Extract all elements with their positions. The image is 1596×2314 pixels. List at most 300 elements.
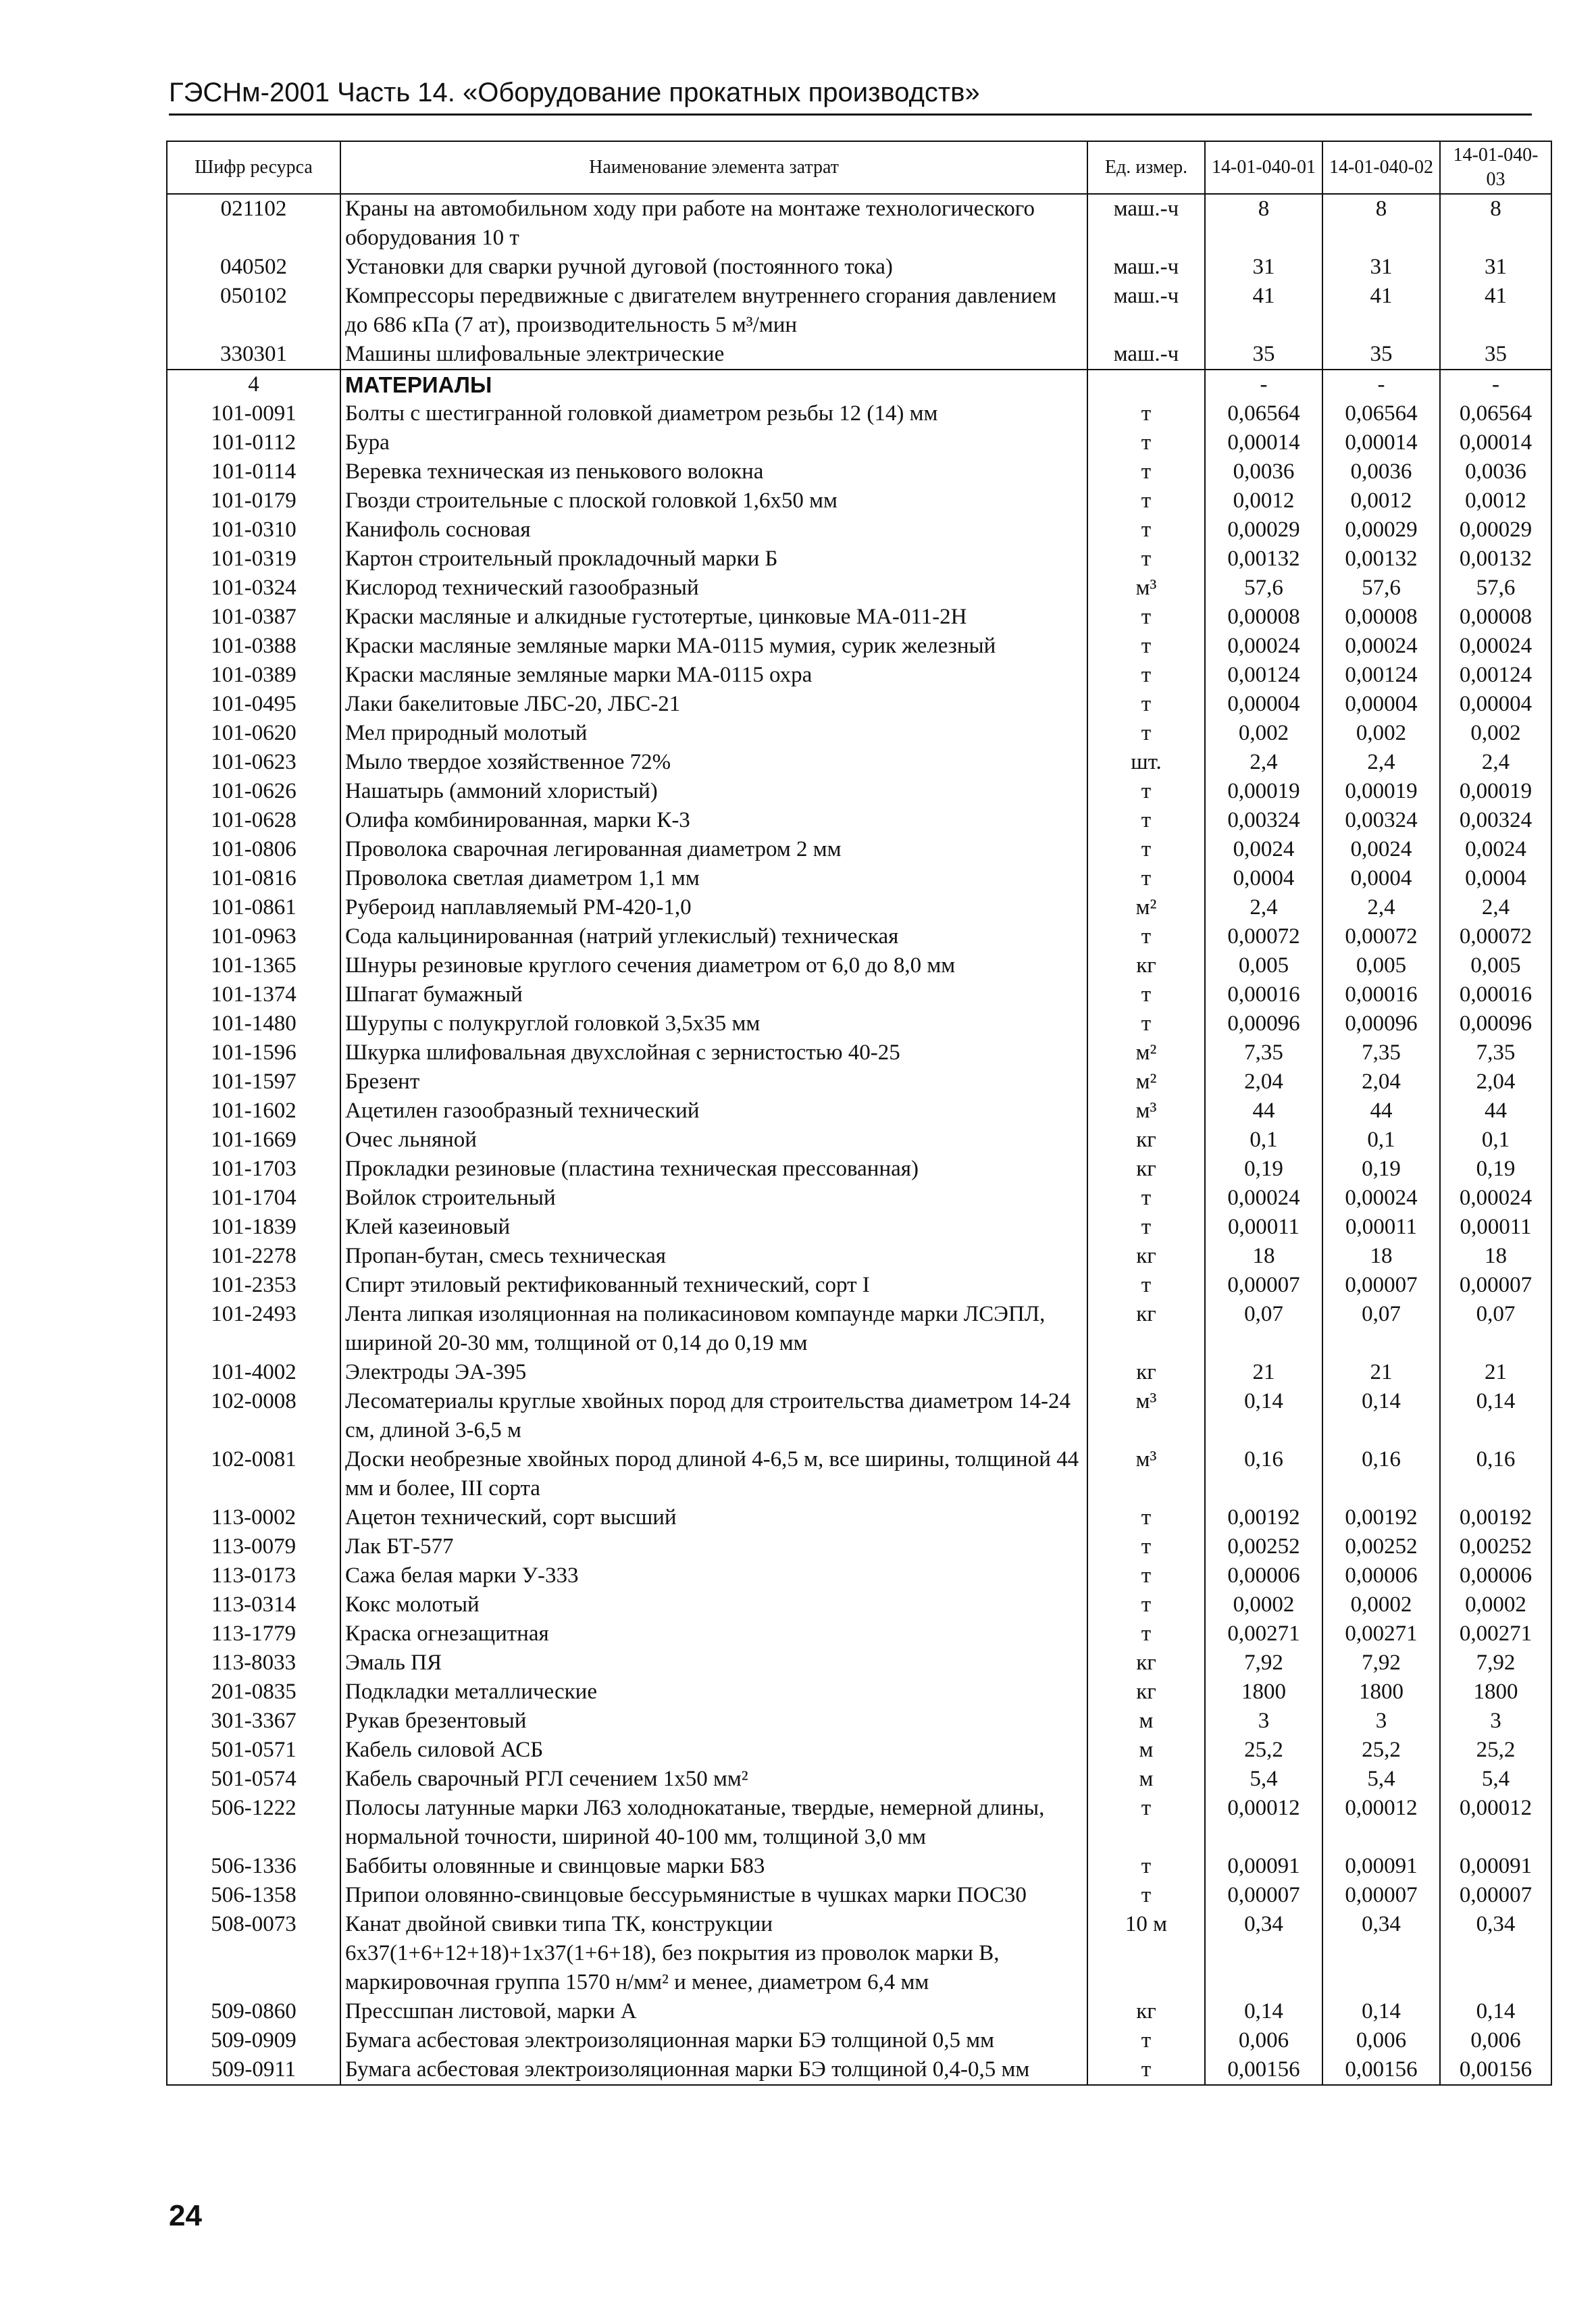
cell-v1: 0,34 [1205,1910,1322,1997]
cell-v2: 0,00091 [1322,1852,1440,1881]
cell-code: 101-1669 [167,1126,340,1155]
col-header-v1: 14-01-040-01 [1205,141,1322,194]
cell-v3: 5,4 [1440,1765,1551,1794]
table-row [167,835,1551,864]
cell-unit: т [1087,1794,1205,1852]
cell-unit: кг [1087,1155,1205,1184]
cell-v1: 2,4 [1205,893,1322,922]
cell-unit: т [1087,1213,1205,1242]
cell-v2: 0,19 [1322,1155,1440,1184]
cell-code: 101-0112 [167,428,340,457]
cell-code: 509-0860 [167,1997,340,2026]
cell-v3: 7,92 [1440,1649,1551,1678]
cell-v3: 1800 [1440,1678,1551,1707]
table-row [167,282,1551,340]
cell-v1: 0,00072 [1205,922,1322,951]
cell-code: 506-1222 [167,1794,340,1852]
cell-v1: 0,002 [1205,719,1322,748]
cell-code: 101-1596 [167,1038,340,1067]
cell-v1: 0,14 [1205,1387,1322,1445]
cell-code: 101-0495 [167,690,340,719]
cell-v3: 0,19 [1440,1155,1551,1184]
header-rule [169,114,1532,116]
cell-unit: т [1087,457,1205,486]
table-row [167,194,1551,253]
table-row [167,1590,1551,1619]
cell-code: 101-0806 [167,835,340,864]
cell-v1: 0,00124 [1205,661,1322,690]
cell-code: 101-1597 [167,1067,340,1097]
cell-v1: 57,6 [1205,574,1322,603]
cell-v3: 35 [1440,340,1551,370]
cell-unit: т [1087,2055,1205,2085]
cell-v3: 0,00252 [1440,1532,1551,1561]
cell-v1: 1800 [1205,1678,1322,1707]
table-row [167,340,1551,370]
cell-v3: 0,06564 [1440,399,1551,428]
cell-v3: 21 [1440,1358,1551,1387]
cell-code: 101-0620 [167,719,340,748]
cell-v2: 57,6 [1322,574,1440,603]
cell-code: 101-0324 [167,574,340,603]
cell-v2: 0,14 [1322,1997,1440,2026]
cell-v1: 0,00271 [1205,1619,1322,1649]
cell-unit: кг [1087,1126,1205,1155]
cell-v3: 0,00091 [1440,1852,1551,1881]
cell-v2: 2,4 [1322,893,1440,922]
cell-name: Сода кальцинированная (натрий углекислый) техническая [340,922,1087,951]
cell-v1: 0,06564 [1205,399,1322,428]
cell-v1: 0,0024 [1205,835,1322,864]
cell-name: Кокс молотый [340,1590,1087,1619]
cell-v1: 0,006 [1205,2026,1322,2055]
cell-code: 101-0387 [167,603,340,632]
cell-v1: 3 [1205,1707,1322,1736]
cell-code: 330301 [167,340,340,370]
cell-v2: 3 [1322,1707,1440,1736]
cell-name: Спирт этиловый ректификованный технический, сорт I [340,1271,1087,1300]
cell-name: Лесоматериалы круглые хвойных пород для строительства диаметром 14-24 см, длиной 3-6,5 м [340,1387,1087,1445]
cell-v2: 0,0024 [1322,835,1440,864]
cell-code: 501-0571 [167,1736,340,1765]
cell-name: Установки для сварки ручной дуговой (постоянного тока) [340,253,1087,282]
cell-unit: т [1087,864,1205,893]
cell-name: Брезент [340,1067,1087,1097]
table-row [167,1300,1551,1358]
cell-v1: 0,00096 [1205,1009,1322,1038]
cell-v3: 0,14 [1440,1997,1551,2026]
table-row [167,893,1551,922]
cell-v3: 2,04 [1440,1067,1551,1097]
cell-code: 113-0173 [167,1561,340,1590]
table-row [167,574,1551,603]
cell-unit: т [1087,806,1205,835]
cell-v3: 0,00132 [1440,545,1551,574]
cell-unit: т [1087,1561,1205,1590]
cell-v1: 21 [1205,1358,1322,1387]
cell-v1: 0,0036 [1205,457,1322,486]
cell-name: Сажа белая марки У-333 [340,1561,1087,1590]
cell-v2: 0,00006 [1322,1561,1440,1590]
cell-code: 509-0911 [167,2055,340,2085]
cell-name: Краски масляные и алкидные густотертые, цинковые МА-011-2Н [340,603,1087,632]
cell-name: Войлок строительный [340,1184,1087,1213]
cell-unit: т [1087,515,1205,545]
cell-v1: 0,00014 [1205,428,1322,457]
cell-v3: 0,005 [1440,951,1551,980]
cell-v1: 0,00024 [1205,632,1322,661]
cell-code: 101-2353 [167,1271,340,1300]
col-header-code: Шифр ресурса [167,141,340,194]
cell-name: Машины шлифовальные электрические [340,340,1087,370]
cell-v3: 0,00096 [1440,1009,1551,1038]
cell-name: Лаки бакелитовые ЛБС-20, ЛБС-21 [340,690,1087,719]
cell-unit: т [1087,922,1205,951]
cell-v2: 0,006 [1322,2026,1440,2055]
cell-v2: 5,4 [1322,1765,1440,1794]
table-row [167,253,1551,282]
cell-unit: маш.-ч [1087,253,1205,282]
cell-v1: 35 [1205,340,1322,370]
cell-v2: 0,00252 [1322,1532,1440,1561]
table-row [167,1561,1551,1590]
table-row [167,1242,1551,1271]
cell-v3: 0,0004 [1440,864,1551,893]
cell-name: Шнуры резиновые круглого сечения диаметром от 6,0 до 8,0 мм [340,951,1087,980]
cell-unit: т [1087,1532,1205,1561]
cell-code: 501-0574 [167,1765,340,1794]
cell-name: Подкладки металлические [340,1678,1087,1707]
table-body [167,194,1551,2085]
cell-unit: т [1087,980,1205,1009]
cell-unit: кг [1087,1242,1205,1271]
cell-code: 040502 [167,253,340,282]
cell-v2: 0,00024 [1322,632,1440,661]
cell-name: Бура [340,428,1087,457]
cell-name: Шкурка шлифовальная двухслойная с зернистостью 40-25 [340,1038,1087,1067]
cell-v3: 0,07 [1440,1300,1551,1358]
cell-v1: 31 [1205,253,1322,282]
cell-v3: 0,00156 [1440,2055,1551,2085]
cell-v3: 57,6 [1440,574,1551,603]
cell-unit: т [1087,2026,1205,2055]
cell-unit: кг [1087,1358,1205,1387]
cell-v1: 2,4 [1205,748,1322,777]
cell-v2: 0,00124 [1322,661,1440,690]
cell-code: 102-0081 [167,1445,340,1503]
cell-v2: 0,00192 [1322,1503,1440,1532]
cell-code: 101-0310 [167,515,340,545]
cell-code: 101-0091 [167,399,340,428]
cell-v2: 7,35 [1322,1038,1440,1067]
cell-name: Канат двойной свивки типа ТК, конструкции 6х37(1+6+12+18)+1х37(1+6+18), без покрытия из проволок марки В, маркировочная группа 1570 н/мм² и менее, диаметром 6,4 мм [340,1910,1087,1997]
cell-v3: 0,34 [1440,1910,1551,1997]
cell-v3: 25,2 [1440,1736,1551,1765]
cell-name: Полосы латунные марки Л63 холоднокатаные, твердые, немерной длины, нормальной точности, шириной 40-100 мм, толщиной 3,0 мм [340,1794,1087,1852]
col-header-v3: 14-01-040-03 [1440,141,1551,194]
cell-v2: 41 [1322,282,1440,340]
cell-name: Припои оловянно-свинцовые бессурьмянистые в чушках марки ПОС30 [340,1881,1087,1910]
table-row [167,1678,1551,1707]
cell-unit: т [1087,777,1205,806]
section-row [167,370,1551,399]
table-row [167,1358,1551,1387]
cell-v2: 0,00007 [1322,1881,1440,1910]
table-row [167,1881,1551,1910]
cell-code: 101-0816 [167,864,340,893]
cell-unit: м² [1087,1038,1205,1067]
cell-v2: 21 [1322,1358,1440,1387]
cell-v2: 0,00014 [1322,428,1440,457]
cell-v1: 25,2 [1205,1736,1322,1765]
cell-name: Проволока светлая диаметром 1,1 мм [340,864,1087,893]
cell-v2: 0,00024 [1322,1184,1440,1213]
cell-v3: 7,35 [1440,1038,1551,1067]
table-row [167,1184,1551,1213]
table-row [167,603,1551,632]
cell-unit: т [1087,1619,1205,1649]
cell-v2: 0,002 [1322,719,1440,748]
cell-v1: 0,00252 [1205,1532,1322,1561]
cell-v2: 0,0002 [1322,1590,1440,1619]
cell-code: 102-0008 [167,1387,340,1445]
cell-code: 101-1703 [167,1155,340,1184]
cell-v2: 0,00004 [1322,690,1440,719]
cell-v1: 18 [1205,1242,1322,1271]
cell-name: Ацетилен газообразный технический [340,1097,1087,1126]
cell-v1: 8 [1205,194,1322,253]
cell-unit: кг [1087,951,1205,980]
cell-name: Краска огнезащитная [340,1619,1087,1649]
cell-unit: т [1087,545,1205,574]
table-row [167,1009,1551,1038]
table-row [167,864,1551,893]
cell-v1: 0,00007 [1205,1881,1322,1910]
cell-unit: маш.-ч [1087,340,1205,370]
cell-v2: 35 [1322,340,1440,370]
table-header-row [167,141,1551,194]
cell-unit: т [1087,1590,1205,1619]
cell-name: Пропан-бутан, смесь техническая [340,1242,1087,1271]
cell-code: 101-0179 [167,486,340,515]
cell-v2: 0,005 [1322,951,1440,980]
cell-v3: 31 [1440,253,1551,282]
cell-unit: м [1087,1707,1205,1736]
cell-v2: 0,00029 [1322,515,1440,545]
cell-unit: маш.-ч [1087,194,1205,253]
cell-name: Шпагат бумажный [340,980,1087,1009]
cell-v1: 0,0002 [1205,1590,1322,1619]
cell-name: Краски масляные земляные марки МА-0115 охра [340,661,1087,690]
cell-name: Краски масляные земляные марки МА-0115 мумия, сурик железный [340,632,1087,661]
cell-v2: 0,34 [1322,1910,1440,1997]
table-row [167,1126,1551,1155]
cell-name: Эмаль ПЯ [340,1649,1087,1678]
cell-code: 201-0835 [167,1678,340,1707]
cell-code: 113-0314 [167,1590,340,1619]
table-row [167,1649,1551,1678]
cell-unit: т [1087,603,1205,632]
cell-name: Очес льняной [340,1126,1087,1155]
table-row [167,399,1551,428]
cell-unit: т [1087,1881,1205,1910]
cell-name: Кислород технический газообразный [340,574,1087,603]
cell-v1: 0,00011 [1205,1213,1322,1242]
cell-code: 101-1374 [167,980,340,1009]
cell-name: Прокладки резиновые (пластина техническая прессованная) [340,1155,1087,1184]
table-row [167,1271,1551,1300]
cell-v3: 0,00024 [1440,632,1551,661]
cell-v3: 0,00011 [1440,1213,1551,1242]
table-row [167,1097,1551,1126]
col-header-unit: Ед. измер. [1087,141,1205,194]
cell-v3: 0,00029 [1440,515,1551,545]
cell-v2: 0,00156 [1322,2055,1440,2085]
cell-v2: 0,0036 [1322,457,1440,486]
cell-name: Рубероид наплавляемый РМ-420-1,0 [340,893,1087,922]
cell-name: Лак БТ-577 [340,1532,1087,1561]
cell-v1: 0,00091 [1205,1852,1322,1881]
page-header: ГЭСНм-2001 Часть 14. «Оборудование прокатных производств» [169,78,980,107]
table-row [167,980,1551,1009]
cell-v1: 7,35 [1205,1038,1322,1067]
cell-v3: 0,00014 [1440,428,1551,457]
cell-code: 101-0628 [167,806,340,835]
cell-unit: м³ [1087,1445,1205,1503]
cell-unit: т [1087,690,1205,719]
cell-v1: 0,0004 [1205,864,1322,893]
cell-name: Картон строительный прокладочный марки Б [340,545,1087,574]
cell-v1: 0,00016 [1205,980,1322,1009]
table-row [167,632,1551,661]
cell-v1: 0,16 [1205,1445,1322,1503]
cell-code: 021102 [167,194,340,253]
cell-v1: 0,14 [1205,1997,1322,2026]
cell-v3: 0,006 [1440,2026,1551,2055]
cell-v3: 3 [1440,1707,1551,1736]
cell-code: 508-0073 [167,1910,340,1997]
cell-code: 101-0626 [167,777,340,806]
cell-unit: т [1087,835,1205,864]
table-row [167,922,1551,951]
page-number: 24 [169,2199,202,2232]
cell-v3: 8 [1440,194,1551,253]
cell-name: Гвозди строительные с плоской головкой 1,6х50 мм [340,486,1087,515]
cell-v2: 0,00008 [1322,603,1440,632]
cell-v3: 2,4 [1440,748,1551,777]
cell-unit: маш.-ч [1087,282,1205,340]
cell-v1: 0,00004 [1205,690,1322,719]
cell-unit: м³ [1087,1097,1205,1126]
cell-unit: кг [1087,1649,1205,1678]
cell-name: Бумага асбестовая электроизоляционная марки БЭ толщиной 0,5 мм [340,2026,1087,2055]
cell-v2: 18 [1322,1242,1440,1271]
cell-code: 113-0002 [167,1503,340,1532]
table-row [167,1619,1551,1649]
cell-v3: 0,00271 [1440,1619,1551,1649]
cell-v3: 0,00019 [1440,777,1551,806]
table-row [167,690,1551,719]
cell-code: 101-2278 [167,1242,340,1271]
table-row [167,1532,1551,1561]
cell-v2: 31 [1322,253,1440,282]
cell-v2: 0,14 [1322,1387,1440,1445]
cell-code: 113-1779 [167,1619,340,1649]
cell-v1: 0,07 [1205,1300,1322,1358]
cell-unit [1087,370,1205,399]
cell-name: Кабель силовой АСБ [340,1736,1087,1765]
cell-code: 101-0319 [167,545,340,574]
cell-v3: 0,0002 [1440,1590,1551,1619]
table-row [167,1387,1551,1445]
cell-v3: - [1440,370,1551,399]
cell-name: МАТЕРИАЛЫ [340,370,1087,399]
cell-v1: 2,04 [1205,1067,1322,1097]
table-row [167,545,1551,574]
cell-v1: 0,00324 [1205,806,1322,835]
table-row [167,1038,1551,1067]
cell-v3: 0,0036 [1440,457,1551,486]
cell-v3: 0,00007 [1440,1881,1551,1910]
cell-v2: 0,00007 [1322,1271,1440,1300]
cell-v2: 0,0012 [1322,486,1440,515]
table-row [167,1736,1551,1765]
cell-v1: 0,00024 [1205,1184,1322,1213]
cell-v1: 0,00192 [1205,1503,1322,1532]
cell-v2: 2,04 [1322,1067,1440,1097]
cell-v1: 44 [1205,1097,1322,1126]
cell-v2: 7,92 [1322,1649,1440,1678]
cell-unit: шт. [1087,748,1205,777]
cell-name: Нашатырь (аммоний хлористый) [340,777,1087,806]
cell-v3: 0,0024 [1440,835,1551,864]
cell-v3: 0,002 [1440,719,1551,748]
cell-unit: м² [1087,1067,1205,1097]
cell-name: Баббиты оловянные и свинцовые марки Б83 [340,1852,1087,1881]
table-row [167,428,1551,457]
cell-unit: кг [1087,1300,1205,1358]
table-row [167,806,1551,835]
cell-v1: 0,1 [1205,1126,1322,1155]
cell-code: 113-8033 [167,1649,340,1678]
cell-v3: 0,00006 [1440,1561,1551,1590]
table-row [167,515,1551,545]
cell-v3: 0,00192 [1440,1503,1551,1532]
cell-v3: 0,16 [1440,1445,1551,1503]
cell-v2: 0,00012 [1322,1794,1440,1852]
cell-v1: 0,005 [1205,951,1322,980]
cell-v1: 41 [1205,282,1322,340]
cell-unit: т [1087,486,1205,515]
cell-name: Прессшпан листовой, марки А [340,1997,1087,2026]
cell-v3: 41 [1440,282,1551,340]
table-row [167,1852,1551,1881]
cell-code: 101-2493 [167,1300,340,1358]
cell-unit: т [1087,1271,1205,1300]
table-row [167,457,1551,486]
resource-table [166,141,1552,2086]
cell-v2: 0,00011 [1322,1213,1440,1242]
cell-v2: 0,07 [1322,1300,1440,1358]
cell-v2: 0,00072 [1322,922,1440,951]
cell-name: Компрессоры передвижные с двигателем внутреннего сгорания давлением до 686 кПа (7 ат), производительность 5 м³/мин [340,282,1087,340]
cell-v2: 0,00019 [1322,777,1440,806]
cell-code: 101-1480 [167,1009,340,1038]
cell-name: Мел природный молотый [340,719,1087,748]
cell-code: 506-1336 [167,1852,340,1881]
cell-name: Рукав брезентовый [340,1707,1087,1736]
table-row [167,951,1551,980]
